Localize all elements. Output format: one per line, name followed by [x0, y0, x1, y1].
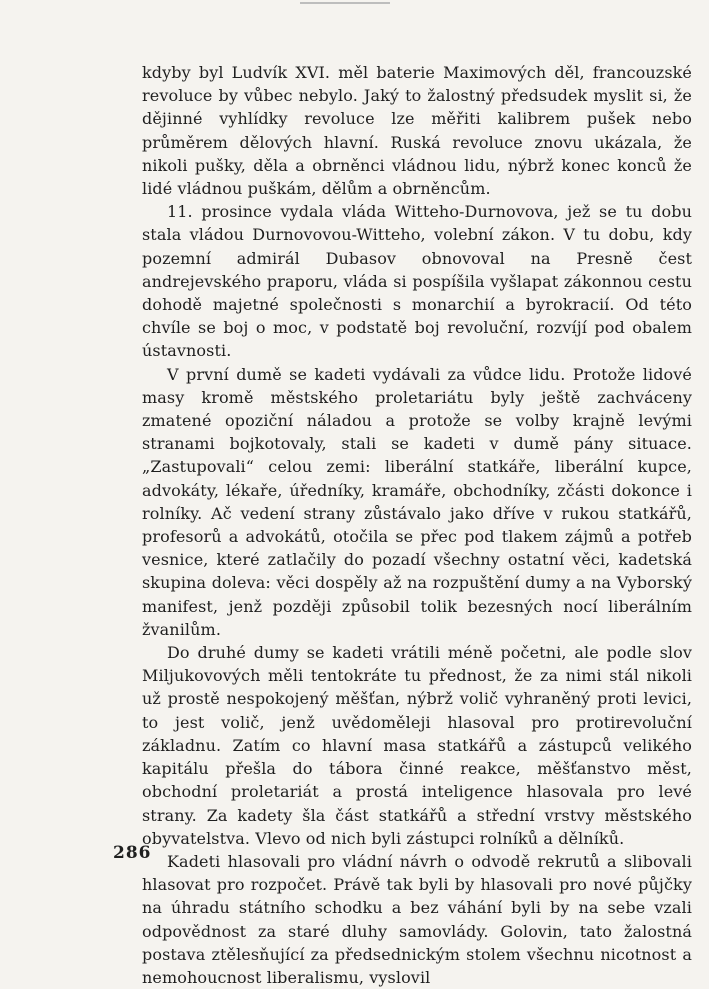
paragraph-3: V první dumě se kadeti vydávali za vůdce lidu. Protože lidové masy kromě městského proletariátu byly ještě zachváceny zmatené opoziční náladou a protože se volby krajně levými stranami bojkotovaly, stali se kadeti v dumě pány situace. „Zastupovali“ celou zemi: liberální statkáře, liberální kupce, advokáty, lékaře, úředníky, kramáře, obchodníky, zčásti dokonce i rolníky. Ač vedení strany zůstávalo jako dříve v rukou statkářů, profesorů a advokátů, otočila se přec pod tlakem zájmů a potřeb vesnice, které zatlačily do pozadí všechny ostatní věci, kadetská skupina doleva: věci dospěly až na rozpuštění dumy a na Vyborský manifest, jenž později způsobil tolik bezesných nocí liberálním žvanilům.	[142, 364, 692, 639]
page-number: 286	[113, 843, 152, 863]
paragraph-4: Do druhé dumy se kadeti vrátili méně početni, ale podle slov Miljukovových měli tentokráte tu přednost, že za nimi stál nikoli už prostě nespokojený měšťan, nýbrž volič vyhraněný proti levici, to jest volič, jenž uvědoměleji hlasoval pro protirevoluční základnu. Zatím co hlavní masa statkářů a zástupců velikého kapitálu přešla do tábora činné reakce, měšťanstvo měst, obchodní proletariát a prostá inteligence hlasovala pro levé strany. Za kadety šla část statkářů a střední vrstvy městského obyvatelstva. Vlevo od nich byli zástupci rolníků a dělníků.	[142, 643, 692, 848]
top-rule	[300, 2, 390, 4]
paragraph-5: Kadeti hlasovali pro vládní návrh o odvodě rekrutů a slibovali hlasovat pro rozpočet. Právě tak byli by hlasovali pro nové půjčky na úhradu státního schodku a bez váhání byli by na sebe vzali odpovědnost za staré dluhy samovlády. Golovin, tato žalostná postava ztělesňující za předsednickým stolem všechnu nicotnost a nemohoucnost liberalismu, vyslovil	[142, 851, 692, 987]
body-text	[142, 61, 692, 989]
paragraph-2: 11. prosince vydala vláda Witteho-Durnovova, jež se tu dobu stala vládou Durnovovou-Witteho, volební zákon. V tu dobu, kdy pozemní admirál Dubasov obnovoval na Presně čest andrejevského praporu, vláda si pospíšila vyšlapat zákonnou cestu dohodě majetné společnosti s monarchií a byrokracií. Od této chvíle se boj o moc, v podstatě boj revoluční, rozvíjí pod obalem ústavnosti.	[142, 202, 692, 361]
paragraph-1: kdyby byl Ludvík XVI. měl baterie Maximových děl, francouzské revoluce by vůbec nebylo. Jaký to žalostný předsudek myslit si, že dějinné vyhlídky revoluce lze měřiti kalibrem pušek nebo průměrem dělových hlavní. Ruská revoluce znovu ukázala, že nikoli pušky, děla a obrněnci vládnou lidu, nýbrž konec konců že lidé vládnou puškám, dělům a obrněncům.	[142, 63, 692, 199]
